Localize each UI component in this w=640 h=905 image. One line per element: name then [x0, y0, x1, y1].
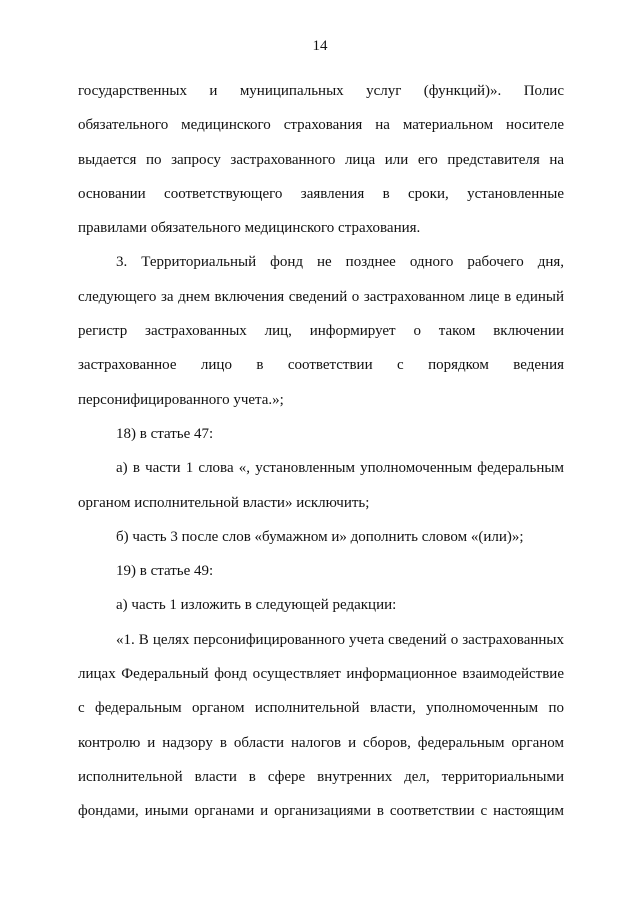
text-line: 18) в статье 47: [116, 425, 214, 442]
text-line: а) в части 1 слова «, установленным уполномоченным федеральным [116, 460, 564, 477]
text-line: 3. Территориальный фонд не позднее одного рабочего дня, [116, 254, 564, 271]
text-line: регистр застрахованных лиц, информирует о таком включении [78, 323, 564, 340]
text-line: основании соответствующего заявления в сроки, установленные [78, 185, 564, 202]
text-line: а) часть 1 изложить в следующей редакции: [116, 597, 397, 614]
text-line: обязательного медицинского страхования на материальном носителе [78, 117, 564, 134]
text-line: следующего за днем включения сведений о застрахованном лице в единый [78, 288, 564, 305]
text-line: персонифицированного учета.»; [78, 391, 284, 408]
text-line: исполнительной власти в сфере внутренних дел, территориальными [78, 768, 564, 785]
text-line: государственных и муниципальных услуг (функций)». Полис [78, 83, 564, 99]
text-line: выдается по запросу застрахованного лица или его представителя на [78, 151, 564, 168]
text-line: органом исполнительной власти» исключить; [78, 494, 370, 511]
text-line: правилами обязательного медицинского страхования. [78, 220, 421, 237]
text-line: застрахованное лицо в соответствии с порядком ведения [78, 357, 564, 374]
text-line: «1. В целях персонифицированного учета сведений о застрахованных [116, 631, 564, 648]
text-line: лицах Федеральный фонд осуществляет информационное взаимодействие [78, 666, 564, 683]
page-number: 14 [312, 38, 328, 54]
text-line: 19) в статье 49: [116, 563, 214, 580]
text-line: фондами, иными органами и организациями в соответствии с настоящим [78, 803, 564, 820]
document-body [78, 74, 564, 829]
text-line: б) часть 3 после слов «бумажном и» дополнить словом «(или)»; [116, 528, 524, 545]
text-line: контролю и надзору в области налогов и сборов, федеральным органом [78, 734, 564, 751]
text-line: с федеральным органом исполнительной власти, уполномоченным по [78, 700, 564, 717]
